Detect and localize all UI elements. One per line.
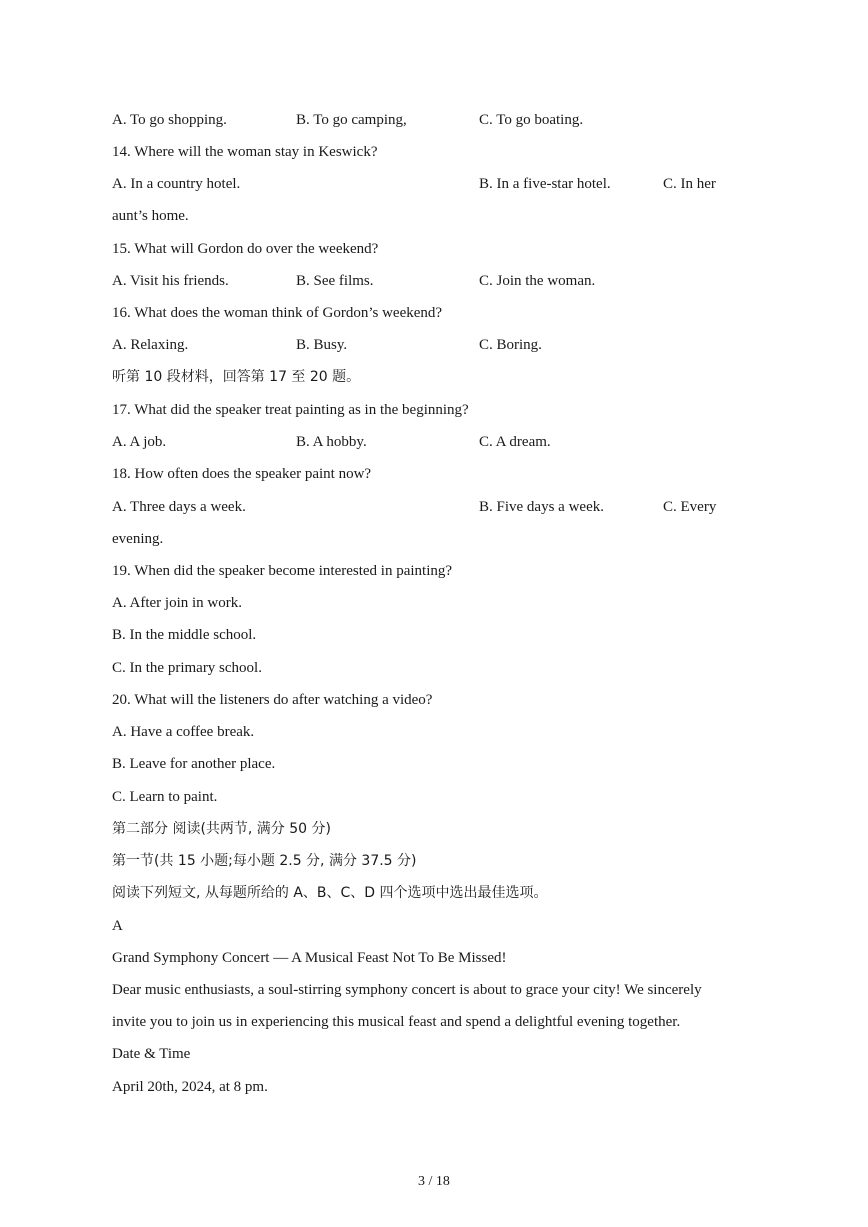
reading-instruction: 阅读下列短文, 从每题所给的 A、B、C、D 四个选项中选出最佳选项。 [112, 885, 548, 901]
q14-option-c-continued: aunt’s home. [112, 208, 189, 224]
q15-option-b: B. See films. [296, 273, 374, 289]
passage-title: Grand Symphony Concert — A Musical Feast Not To Be Missed! [112, 950, 507, 966]
q14-option-a: A. In a country hotel. [112, 176, 241, 192]
section1-title: 第一节(共 15 小题;每小题 2.5 分, 满分 37.5 分) [112, 853, 417, 869]
passage-paragraph-line-1: Dear music enthusiasts, a soul-stirring symphony concert is about to grace your city! We sincerely [112, 982, 702, 998]
q13-option-a: A. To go shopping. [112, 112, 227, 128]
passage-label: A [112, 918, 123, 934]
q16-option-b: B. Busy. [296, 337, 348, 353]
date-time-heading: Date & Time [112, 1046, 191, 1062]
q19-option-a: A. After join in work. [112, 595, 242, 611]
q14-option-c: C. In her [663, 176, 716, 192]
q14-option-b: B. In a five-star hotel. [479, 176, 611, 192]
q15-option-c: C. Join the woman. [479, 273, 596, 289]
listening-instruction: 听第 10 段材料，回答第 17 至 20 题。 [112, 369, 361, 385]
q18-option-a: A. Three days a week. [112, 499, 246, 515]
q18-option-c-continued: evening. [112, 531, 164, 547]
q17-question: 17. What did the speaker treat painting as in the beginning? [112, 402, 469, 418]
q17-option-c: C. A dream. [479, 434, 551, 450]
q16-option-a: A. Relaxing. [112, 337, 189, 353]
q15-question: 15. What will Gordon do over the weekend? [112, 241, 379, 257]
q13-option-c: C. To go boating. [479, 112, 584, 128]
q18-question: 18. How often does the speaker paint now? [112, 466, 372, 482]
q15-option-a: A. Visit his friends. [112, 273, 229, 289]
passage-paragraph-line-2: invite you to join us in experiencing this musical feast and spend a delightful evening together. [112, 1014, 681, 1030]
q20-option-a: A. Have a coffee break. [112, 724, 255, 740]
q16-option-c: C. Boring. [479, 337, 542, 353]
q17-option-b: B. A hobby. [296, 434, 367, 450]
q19-question: 19. When did the speaker become interested in painting? [112, 563, 453, 579]
q14-question: 14. Where will the woman stay in Keswick? [112, 144, 378, 160]
q18-option-b: B. Five days a week. [479, 499, 604, 515]
q17-option-a: A. A job. [112, 434, 167, 450]
q19-option-b: B. In the middle school. [112, 627, 257, 643]
part2-title: 第二部分 阅读(共两节, 满分 50 分) [112, 821, 331, 837]
q16-question: 16. What does the woman think of Gordon’s weekend? [112, 305, 443, 321]
q13-option-b: B. To go camping, [296, 112, 407, 128]
q18-option-c: C. Every [663, 499, 717, 515]
q20-question: 20. What will the listeners do after watching a video? [112, 692, 433, 708]
q20-option-c: C. Learn to paint. [112, 789, 218, 805]
page-number: 3 / 18 [418, 1174, 450, 1189]
q20-option-b: B. Leave for another place. [112, 756, 276, 772]
q19-option-c: C. In the primary school. [112, 660, 262, 676]
date-time-value: April 20th, 2024, at 8 pm. [112, 1079, 268, 1095]
